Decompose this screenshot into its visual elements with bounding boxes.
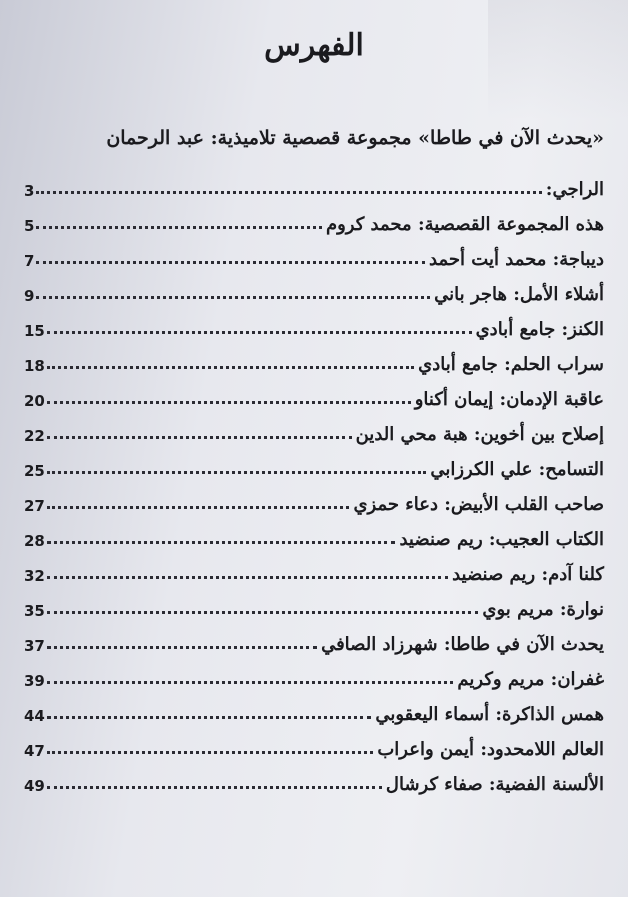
toc-entry-title: يحدث الآن في طاطا: شهرزاد الصافي — [321, 634, 604, 655]
dot-leader — [47, 681, 454, 684]
dot-leader — [47, 506, 350, 509]
toc-entry-page-number: 15 — [24, 322, 45, 340]
toc-entry — [24, 446, 604, 481]
toc-entry-title: العالم اللامحدود: أيمن واعراب — [377, 739, 604, 760]
toc-entry-title: صاحب القلب الأبيض: دعاء حمزي — [353, 494, 604, 515]
dot-leader — [47, 436, 352, 439]
toc-entry-title: عاقبة الإدمان: إيمان أكناو — [414, 389, 604, 410]
toc-entry — [24, 271, 604, 306]
toc-entry-title: هذه المجموعة القصصية: محمد كروم — [325, 214, 604, 235]
toc-entry-page-number: 3 — [24, 182, 35, 200]
toc-entry — [24, 586, 604, 621]
dot-leader — [47, 576, 448, 579]
toc-entry-page-number: 47 — [24, 742, 45, 760]
toc-entry — [24, 691, 604, 726]
toc-entry-title: إصلاح بين أخوين: هبة محي الدين — [355, 424, 604, 445]
toc-entry — [24, 201, 604, 236]
dot-leader — [47, 471, 426, 474]
toc-entry — [24, 236, 604, 271]
toc-entry — [24, 726, 604, 761]
dot-leader — [47, 541, 396, 544]
toc-entry — [24, 306, 604, 341]
toc-entry-page-number: 32 — [24, 567, 45, 585]
toc-entry-page-number: 37 — [24, 637, 45, 655]
toc-entry — [24, 341, 604, 376]
toc-entry-title: الكنز: جامع أبادي — [475, 319, 604, 340]
dot-leader — [47, 331, 472, 334]
dot-leader — [36, 261, 425, 264]
toc-entry-title: التسامح: علي الكرزابي — [430, 459, 604, 480]
dot-leader — [36, 226, 322, 229]
toc-entry-page-number: 39 — [24, 672, 45, 690]
toc-entry — [24, 516, 604, 551]
toc-entry-title: ديباجة: محمد أيت أحمد — [429, 249, 604, 270]
toc-entry-page-number: 7 — [24, 252, 35, 270]
toc-entry-page-number: 35 — [24, 602, 45, 620]
toc-entry — [24, 481, 604, 516]
toc-entry — [24, 761, 604, 796]
toc-intro-line: «يحدث الآن في طاطا» مجموعة قصصية تلاميذية: عبد الرحمان — [106, 127, 604, 149]
dot-leader — [47, 366, 414, 369]
toc-entry-page-number: 9 — [24, 287, 35, 305]
toc-entry-title: سراب الحلم: جامع أبادي — [418, 354, 604, 375]
dot-leader — [47, 646, 317, 649]
toc-entry — [24, 551, 604, 586]
table-of-contents — [24, 166, 604, 796]
dot-leader — [47, 716, 372, 719]
dot-leader — [47, 401, 411, 404]
toc-entry-title: الألسنة الفضية: صفاء كرشال — [385, 774, 604, 795]
dot-leader — [47, 751, 373, 754]
toc-entry-page-number: 20 — [24, 392, 45, 410]
dot-leader — [36, 296, 430, 299]
toc-entry-page-number: 18 — [24, 357, 45, 375]
toc-entry-title: الراجي: — [545, 179, 604, 200]
toc-entry-page-number: 22 — [24, 427, 45, 445]
toc-entry — [24, 166, 604, 201]
toc-entry-page-number: 49 — [24, 777, 45, 795]
dot-leader — [36, 191, 541, 194]
toc-entry-title: همس الذاكرة: أسماء اليعقوبي — [375, 704, 604, 725]
toc-entry-page-number: 28 — [24, 532, 45, 550]
toc-entry-title: غفران: مريم وكريم — [457, 669, 604, 690]
toc-entry-title: الكتاب العجيب: ريم صنضيد — [399, 529, 604, 550]
toc-entry-page-number: 5 — [24, 217, 35, 235]
toc-entry-title: كلنا آدم: ريم صنضيد — [452, 564, 604, 585]
toc-entry-page-number: 25 — [24, 462, 45, 480]
toc-entry-title: نوارة: مريم بوي — [482, 599, 604, 620]
dot-leader — [47, 611, 479, 614]
toc-entry — [24, 411, 604, 446]
page-title: الفهرس — [264, 28, 364, 63]
toc-entry-page-number: 27 — [24, 497, 45, 515]
toc-entry — [24, 656, 604, 691]
dot-leader — [47, 786, 382, 789]
toc-entry — [24, 376, 604, 411]
toc-entry — [24, 621, 604, 656]
toc-entry-title: أشلاء الأمل: هاجر باني — [434, 284, 604, 305]
toc-entry-page-number: 44 — [24, 707, 45, 725]
